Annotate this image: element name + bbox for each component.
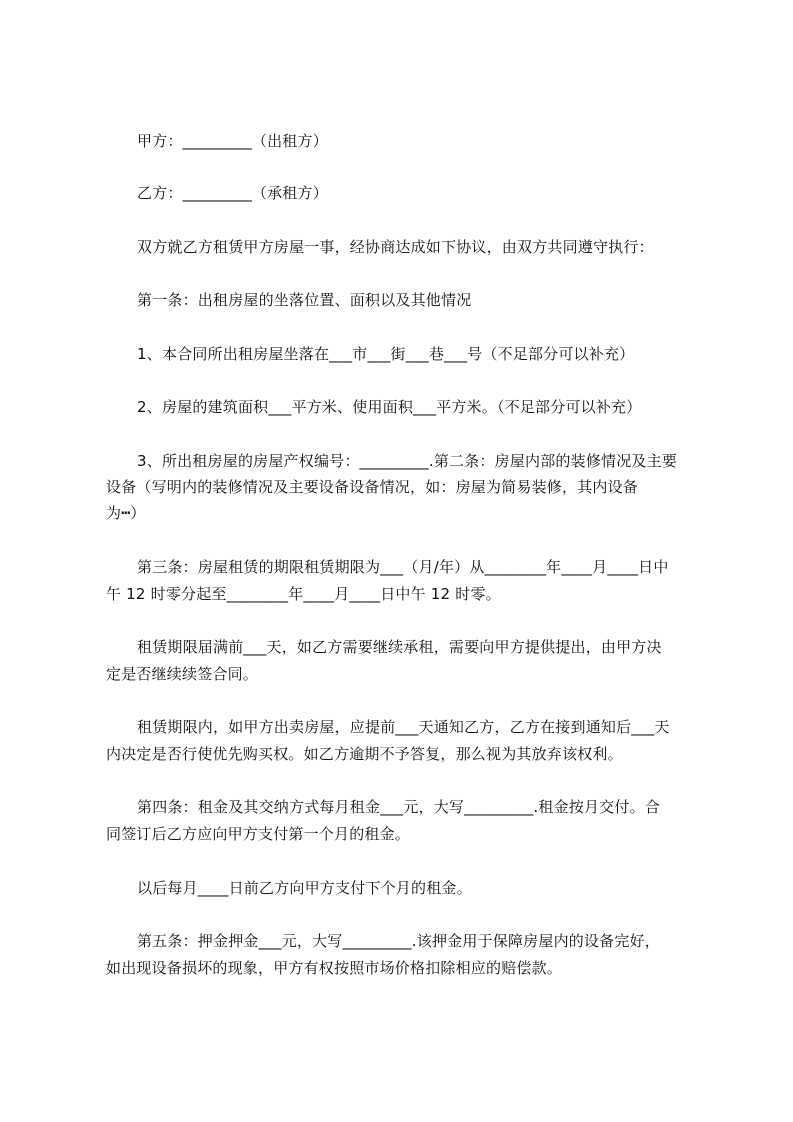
article-5-line-1: 第五条：押金押金___元，大写_________.该押金用于保障房屋内的设备完好， xyxy=(137,932,660,950)
preemption-line-1: 租赁期限内，如甲方出卖房屋，应提前___天通知乙方，乙方在接到通知后___天 xyxy=(137,718,670,736)
renewal-line-2: 定是否继续续签合同。 xyxy=(106,665,259,683)
article-1-item-3-line-1: 3、所出租房屋的房屋产权编号：_________.第二条：房屋内部的装修情况及主要 xyxy=(137,452,678,470)
intro-paragraph: 双方就乙方租赁甲方房屋一事，经协商达成如下协议，由双方共同遵守执行： xyxy=(137,238,654,256)
renewal-line-1: 租赁期限届满前___天，如乙方需要继续承租，需要向甲方提供提出，由甲方决 xyxy=(137,638,662,656)
article-1-item-2: 2、房屋的建筑面积___平方米、使用面积___平方米。（不足部分可以补充） xyxy=(137,398,642,416)
article-1-heading: 第一条：出租房屋的坐落位置、面积以及其他情况 xyxy=(137,291,472,309)
article-1-item-3-line-3: 为┅） xyxy=(106,504,146,522)
article-3-line-1: 第三条：房屋租赁的期限租赁期限为___（月/年）从________年____月____日中 xyxy=(137,558,669,576)
party-b-line: 乙方：_________（承租方） xyxy=(137,184,328,202)
monthly-payment-line: 以后每月____日前乙方向甲方支付下个月的租金。 xyxy=(137,879,472,897)
preemption-line-2: 内决定是否行使优先购买权。如乙方逾期不予答复，那么视为其放弃该权利。 xyxy=(106,745,623,763)
article-1-item-3-line-2: 设备（写明内的装修情况及主要设备设备情况，如：房屋为简易装修，其内设备 xyxy=(106,478,639,496)
article-4-line-1: 第四条：租金及其交纳方式每月租金___元，大写_________.租金按月交付。合 xyxy=(137,798,660,816)
article-4-line-2: 同签订后乙方应向甲方支付第一个月的租金。 xyxy=(106,825,411,843)
article-1-item-1: 1、本合同所出租房屋坐落在___市___街___巷___号（不足部分可以补充） xyxy=(137,345,635,363)
party-a-line: 甲方：_________（出租方） xyxy=(137,132,328,150)
article-3-line-2: 午 12 时零分起至________年____月____日中午 12 时零。 xyxy=(106,585,501,603)
article-5-line-2: 如出现设备损坏的现象，甲方有权按照市场价格扣除相应的赔偿款。 xyxy=(106,959,563,977)
